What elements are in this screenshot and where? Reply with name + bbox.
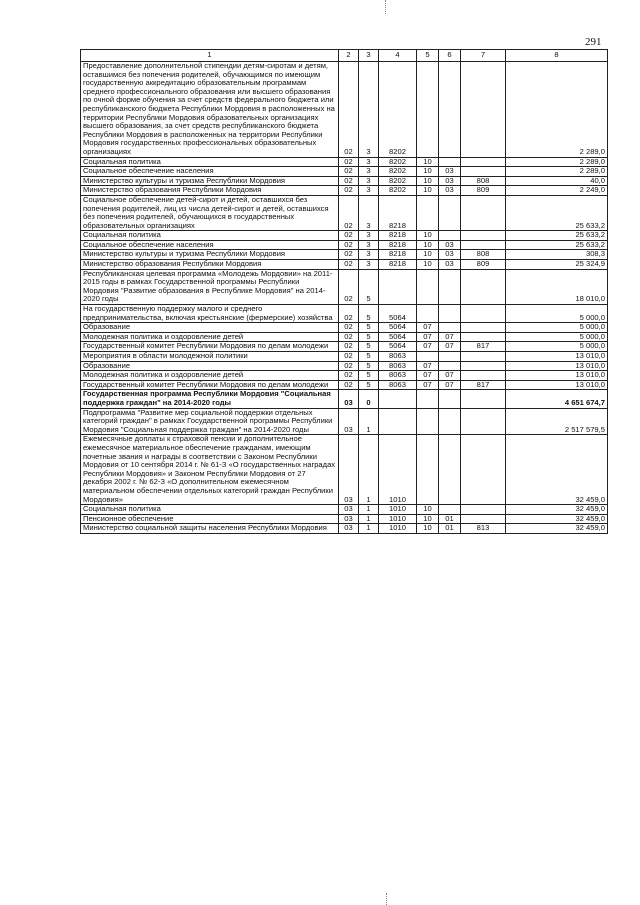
row-section-code [417, 390, 439, 408]
row-program-code: 02 [339, 269, 359, 304]
budget-table [80, 49, 608, 534]
header-col-8: 8 [506, 50, 608, 62]
row-section-code: 10 [417, 514, 439, 524]
row-direction-code: 8063 [379, 352, 417, 362]
row-subsection-code [439, 505, 461, 515]
row-name: Социальное обеспечение детей-сирот и детей, оставшихся без попечения родителей, лиц из числа детей-сирот и детей, оставшихся без попечения родителей, обучающихся в государственных образовательных организациях [81, 195, 339, 230]
row-section-code: 10 [417, 240, 439, 250]
row-program-code: 02 [339, 361, 359, 371]
row-direction-code: 5064 [379, 342, 417, 352]
row-section-code [417, 408, 439, 435]
header-col-6: 6 [439, 50, 461, 62]
row-amount: 2 289,0 [506, 167, 608, 177]
row-subprogram-code: 3 [359, 195, 379, 230]
row-section-code [417, 62, 439, 158]
row-amount: 25 633,2 [506, 240, 608, 250]
row-ministry-code [461, 352, 506, 362]
table-row [81, 157, 608, 167]
row-amount: 40,0 [506, 176, 608, 186]
row-program-code: 02 [339, 305, 359, 323]
table-row [81, 332, 608, 342]
row-ministry-code: 813 [461, 524, 506, 534]
table-row [81, 323, 608, 333]
row-direction-code: 5064 [379, 332, 417, 342]
row-program-code: 02 [339, 380, 359, 390]
row-subsection-code [439, 269, 461, 304]
row-amount: 2 517 579,5 [506, 408, 608, 435]
row-direction-code: 5064 [379, 305, 417, 323]
table-row [81, 250, 608, 260]
table-row [81, 240, 608, 250]
table-row [81, 361, 608, 371]
row-name: Государственный комитет Республики Мордовия по делам молодежи [81, 380, 339, 390]
row-ministry-code: 809 [461, 260, 506, 270]
table-header-row [81, 50, 608, 62]
row-subsection-code [439, 390, 461, 408]
row-amount: 5 000,0 [506, 323, 608, 333]
row-name: Пенсионное обеспечение [81, 514, 339, 524]
row-subprogram-code: 5 [359, 332, 379, 342]
row-name: Предоставление дополнительной стипендии детям-сиротам и детям, оставшимся без попечения родителей, обучающимся по имеющим государственную аккредитацию образовательным программам среднего профессионального образования или высшего образования по очной форме обучения за счет средств федерального бюджета или республиканского бюджета Республики Мордовия в расположенных на территории Республики Мордовия образовательных организациях высшего образования, за счет средств республиканского бюджета Республики Мордовия в расположенных на территории Республики Мордовия государственных профессиональных образовательных организациях [81, 62, 339, 158]
row-name: Министерство социальной защиты населения Республики Мордовия [81, 524, 339, 534]
row-amount: 32 459,0 [506, 435, 608, 505]
row-program-code: 02 [339, 157, 359, 167]
table-row [81, 186, 608, 196]
row-subsection-code [439, 361, 461, 371]
header-col-2: 2 [339, 50, 359, 62]
row-direction-code: 1010 [379, 435, 417, 505]
row-amount: 32 459,0 [506, 514, 608, 524]
row-subprogram-code: 5 [359, 380, 379, 390]
row-name: Социальное обеспечение населения [81, 167, 339, 177]
row-ministry-code [461, 332, 506, 342]
row-subsection-code [439, 62, 461, 158]
header-col-4: 4 [379, 50, 417, 62]
row-name: Министерство образования Республики Мордовия [81, 260, 339, 270]
row-subsection-code [439, 231, 461, 241]
row-amount: 4 651 674,7 [506, 390, 608, 408]
table-row [81, 269, 608, 304]
row-name: Социальное обеспечение населения [81, 240, 339, 250]
table-row [81, 408, 608, 435]
row-subprogram-code: 5 [359, 342, 379, 352]
row-section-code: 10 [417, 260, 439, 270]
row-program-code: 03 [339, 408, 359, 435]
row-section-code: 10 [417, 167, 439, 177]
table-row [81, 352, 608, 362]
row-program-code: 02 [339, 176, 359, 186]
row-subprogram-code: 3 [359, 260, 379, 270]
row-section-code: 10 [417, 250, 439, 260]
table-row [81, 342, 608, 352]
row-ministry-code: 808 [461, 176, 506, 186]
row-subprogram-code: 1 [359, 524, 379, 534]
row-name: Образование [81, 323, 339, 333]
row-program-code: 02 [339, 342, 359, 352]
row-subsection-code: 03 [439, 240, 461, 250]
row-direction-code [379, 390, 417, 408]
row-ministry-code [461, 361, 506, 371]
table-row [81, 195, 608, 230]
row-ministry-code [461, 240, 506, 250]
table-row [81, 505, 608, 515]
row-ministry-code [461, 62, 506, 158]
row-section-code [417, 269, 439, 304]
row-name: Министерство образования Республики Мордовия [81, 186, 339, 196]
row-direction-code: 8063 [379, 361, 417, 371]
row-section-code: 10 [417, 524, 439, 534]
row-subprogram-code: 5 [359, 323, 379, 333]
row-ministry-code [461, 408, 506, 435]
row-ministry-code [461, 371, 506, 381]
row-ministry-code [461, 231, 506, 241]
page-number: 291 [585, 36, 602, 48]
row-subsection-code: 01 [439, 514, 461, 524]
row-ministry-code: 817 [461, 342, 506, 352]
row-program-code: 02 [339, 167, 359, 177]
row-ministry-code [461, 305, 506, 323]
row-subsection-code [439, 323, 461, 333]
row-ministry-code [461, 157, 506, 167]
row-subprogram-code: 0 [359, 390, 379, 408]
row-direction-code: 8202 [379, 176, 417, 186]
row-section-code: 10 [417, 186, 439, 196]
table-row [81, 390, 608, 408]
row-direction-code: 1010 [379, 524, 417, 534]
row-program-code: 02 [339, 250, 359, 260]
row-subprogram-code: 3 [359, 186, 379, 196]
header-col-7: 7 [461, 50, 506, 62]
row-subprogram-code: 5 [359, 269, 379, 304]
row-subsection-code [439, 157, 461, 167]
row-section-code: 07 [417, 361, 439, 371]
row-subprogram-code: 3 [359, 250, 379, 260]
row-amount: 5 000,0 [506, 305, 608, 323]
row-direction-code [379, 408, 417, 435]
row-subprogram-code: 1 [359, 435, 379, 505]
row-subsection-code [439, 435, 461, 505]
row-program-code: 02 [339, 186, 359, 196]
row-program-code: 03 [339, 390, 359, 408]
row-subsection-code: 07 [439, 332, 461, 342]
row-program-code: 02 [339, 371, 359, 381]
row-subsection-code [439, 408, 461, 435]
row-name: Социальная политика [81, 505, 339, 515]
row-subprogram-code: 3 [359, 157, 379, 167]
row-ministry-code: 817 [461, 380, 506, 390]
row-section-code: 07 [417, 323, 439, 333]
row-amount: 13 010,0 [506, 361, 608, 371]
row-subprogram-code: 3 [359, 167, 379, 177]
table-row [81, 167, 608, 177]
row-ministry-code [461, 323, 506, 333]
row-direction-code: 8218 [379, 231, 417, 241]
header-col-5: 5 [417, 50, 439, 62]
row-program-code: 03 [339, 514, 359, 524]
row-section-code: 10 [417, 157, 439, 167]
row-name: Подпрограмма "Развитие мер социальной поддержки отдельных категорий граждан" в рамках Государственной программы Республики Мордовия "Социальная поддержка граждан" на 2014-2020 годы [81, 408, 339, 435]
row-direction-code: 8063 [379, 380, 417, 390]
row-ministry-code: 808 [461, 250, 506, 260]
table-row [81, 524, 608, 534]
row-ministry-code: 809 [461, 186, 506, 196]
row-subprogram-code: 5 [359, 361, 379, 371]
row-name: Министерство культуры и туризма Республики Мордовия [81, 250, 339, 260]
row-amount: 5 000,0 [506, 342, 608, 352]
row-section-code [417, 435, 439, 505]
row-program-code: 03 [339, 524, 359, 534]
row-section-code [417, 352, 439, 362]
row-section-code [417, 195, 439, 230]
table-row [81, 260, 608, 270]
row-program-code: 03 [339, 435, 359, 505]
row-direction-code [379, 269, 417, 304]
row-direction-code: 1010 [379, 505, 417, 515]
row-amount: 308,3 [506, 250, 608, 260]
row-amount: 32 459,0 [506, 505, 608, 515]
row-subprogram-code: 3 [359, 62, 379, 158]
table-row [81, 305, 608, 323]
table-row [81, 380, 608, 390]
row-subprogram-code: 1 [359, 408, 379, 435]
row-subsection-code: 03 [439, 176, 461, 186]
row-section-code: 10 [417, 176, 439, 186]
row-subprogram-code: 3 [359, 231, 379, 241]
row-direction-code: 8063 [379, 371, 417, 381]
row-subsection-code: 07 [439, 380, 461, 390]
row-subsection-code: 01 [439, 524, 461, 534]
row-subsection-code [439, 195, 461, 230]
row-subsection-code: 03 [439, 260, 461, 270]
row-name: Ежемесячные доплаты к страховой пенсии и дополнительное ежемесячное материальное обеспечение гражданам, имеющим почетные звания и награды в соответствии с Законом Республики Мордовия от 10 сентября 2014 г. № 61-З «О государственных наградах Республики Мордовия» и Законом Республики Мордовия от 27 декабря 2002 г. № 62-З «О дополнительном ежемесячном материальном обеспечении отдельных категорий граждан Республики Мордовия» [81, 435, 339, 505]
table-row [81, 231, 608, 241]
row-section-code: 07 [417, 332, 439, 342]
row-subprogram-code: 1 [359, 514, 379, 524]
row-section-code: 07 [417, 380, 439, 390]
row-name: Государственная программа Республики Мордовия "Социальная поддержка граждан" на 2014-2020 годы [81, 390, 339, 408]
row-program-code: 02 [339, 231, 359, 241]
row-direction-code: 5064 [379, 323, 417, 333]
header-col-3: 3 [359, 50, 379, 62]
row-ministry-code [461, 269, 506, 304]
row-direction-code: 8218 [379, 250, 417, 260]
row-direction-code: 8202 [379, 62, 417, 158]
row-program-code: 02 [339, 195, 359, 230]
row-subsection-code [439, 352, 461, 362]
row-ministry-code [461, 167, 506, 177]
row-name: Молодежная политика и оздоровление детей [81, 371, 339, 381]
row-section-code [417, 305, 439, 323]
row-subsection-code: 07 [439, 371, 461, 381]
table-body [81, 62, 608, 534]
row-amount: 5 000,0 [506, 332, 608, 342]
table-row [81, 62, 608, 158]
row-subsection-code: 03 [439, 167, 461, 177]
row-name: На государственную поддержку малого и среднего предпринимательства, включая крестьянские (фермерские) хозяйства [81, 305, 339, 323]
row-subsection-code: 03 [439, 250, 461, 260]
row-direction-code: 8202 [379, 186, 417, 196]
row-program-code: 02 [339, 62, 359, 158]
scan-mark-top [385, 0, 387, 14]
row-section-code: 07 [417, 371, 439, 381]
row-name: Республиканская целевая программа «Молодежь Мордовии» на 2011-2015 годы в рамках Государственной программы Республики Мордовия "Развитие образования в Республике Мордовия" на 2014-2020 годы [81, 269, 339, 304]
row-subprogram-code: 3 [359, 176, 379, 186]
row-amount: 13 010,0 [506, 371, 608, 381]
row-direction-code: 8218 [379, 240, 417, 250]
row-amount: 13 010,0 [506, 380, 608, 390]
row-program-code: 02 [339, 332, 359, 342]
row-amount: 2 289,0 [506, 157, 608, 167]
row-program-code: 02 [339, 260, 359, 270]
row-name: Мероприятия в области молодежной политики [81, 352, 339, 362]
row-direction-code: 8218 [379, 195, 417, 230]
row-amount: 2 289,0 [506, 62, 608, 158]
row-subprogram-code: 1 [359, 505, 379, 515]
row-amount: 32 459,0 [506, 524, 608, 534]
table-row [81, 435, 608, 505]
row-amount: 25 324,9 [506, 260, 608, 270]
row-name: Образование [81, 361, 339, 371]
row-amount: 25 633,2 [506, 231, 608, 241]
row-direction-code: 8202 [379, 157, 417, 167]
row-subprogram-code: 5 [359, 305, 379, 323]
row-amount: 25 633,2 [506, 195, 608, 230]
row-subsection-code: 03 [439, 186, 461, 196]
row-ministry-code [461, 195, 506, 230]
scan-mark-bottom [386, 893, 388, 905]
row-name: Молодежная политика и оздоровление детей [81, 332, 339, 342]
row-name: Государственный комитет Республики Мордовия по делам молодежи [81, 342, 339, 352]
row-section-code: 10 [417, 505, 439, 515]
table-row [81, 176, 608, 186]
row-program-code: 02 [339, 352, 359, 362]
header-col-1: 1 [81, 50, 339, 62]
row-amount: 13 010,0 [506, 352, 608, 362]
row-subsection-code [439, 305, 461, 323]
table-row [81, 371, 608, 381]
row-ministry-code [461, 435, 506, 505]
row-subprogram-code: 3 [359, 240, 379, 250]
table-row [81, 514, 608, 524]
row-amount: 18 010,0 [506, 269, 608, 304]
row-direction-code: 1010 [379, 514, 417, 524]
row-name: Министерство культуры и туризма Республики Мордовия [81, 176, 339, 186]
row-name: Социальная политика [81, 157, 339, 167]
row-direction-code: 8218 [379, 260, 417, 270]
row-name: Социальная политика [81, 231, 339, 241]
row-subprogram-code: 5 [359, 352, 379, 362]
row-direction-code: 8202 [379, 167, 417, 177]
row-section-code: 07 [417, 342, 439, 352]
row-program-code: 02 [339, 323, 359, 333]
row-program-code: 03 [339, 505, 359, 515]
row-ministry-code [461, 390, 506, 408]
row-section-code: 10 [417, 231, 439, 241]
row-subsection-code: 07 [439, 342, 461, 352]
row-amount: 2 249,0 [506, 186, 608, 196]
row-ministry-code [461, 505, 506, 515]
row-program-code: 02 [339, 240, 359, 250]
row-subprogram-code: 5 [359, 371, 379, 381]
row-ministry-code [461, 514, 506, 524]
